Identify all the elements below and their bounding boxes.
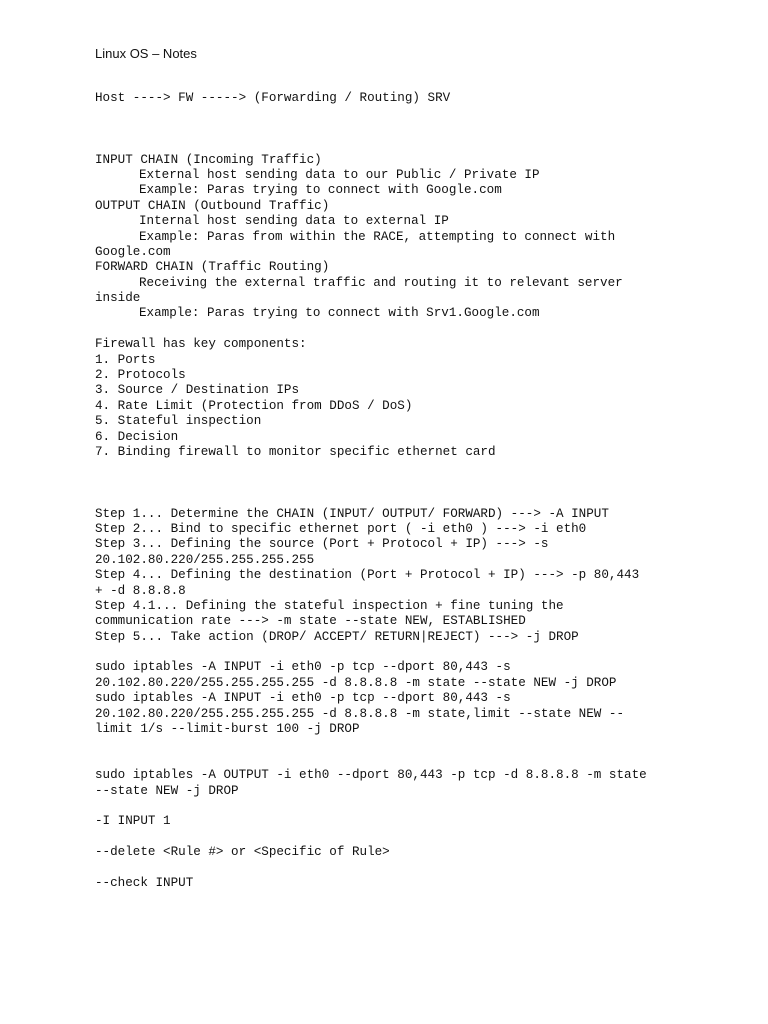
list-item: 6. Decision <box>95 429 179 444</box>
step-line: Step 4.1... Defining the stateful inspection + fine tuning the <box>95 598 564 613</box>
command-line: sudo iptables -A INPUT -i eth0 -p tcp --dport 80,443 -s <box>95 691 511 706</box>
insert-option: -I INPUT 1 <box>95 814 171 829</box>
step-line: Step 3... Defining the source (Port + Protocol + IP) ---> -s <box>95 537 549 552</box>
delete-option: --delete <Rule #> or <Specific of Rule> <box>95 845 390 860</box>
page-title: Linux OS – Notes <box>95 46 197 61</box>
command-line: 20.102.80.220/255.255.255.255 -d 8.8.8.8 -m state,limit --state NEW -- <box>95 706 625 721</box>
list-item: 7. Binding firewall to monitor specific ethernet card <box>95 444 496 459</box>
flow-line: Host ----> FW -----> (Forwarding / Routing) SRV <box>95 91 451 105</box>
list-item: 3. Source / Destination IPs <box>95 383 300 398</box>
step-line: + -d 8.8.8.8 <box>95 583 186 598</box>
step-line: Step 1... Determine the CHAIN (INPUT/ OUTPUT/ FORWARD) ---> -A INPUT <box>95 506 609 521</box>
components-heading: Firewall has key components: <box>95 337 307 352</box>
step-line: Step 5... Take action (DROP/ ACCEPT/ RETURN|REJECT) ---> -j DROP <box>95 629 579 644</box>
command-line: limit 1/s --limit-burst 100 -j DROP <box>95 722 360 737</box>
step-line: 20.102.80.220/255.255.255.255 <box>95 552 315 567</box>
forward-chain-desc-cont: inside <box>95 291 141 306</box>
input-chain-desc: External host sending data to our Public / Private IP <box>139 167 540 182</box>
check-option: --check INPUT <box>95 875 194 890</box>
input-chain-example: Example: Paras trying to connect with Google.com <box>139 183 502 198</box>
forward-chain-desc: Receiving the external traffic and routing it to relevant server <box>139 275 623 290</box>
forward-chain-example: Example: Paras trying to connect with Srv1.Google.com <box>139 306 540 321</box>
step-line: Step 4... Defining the destination (Port + Protocol + IP) ---> -p 80,443 <box>95 568 640 583</box>
step-line: communication rate ---> -m state --state NEW, ESTABLISHED <box>95 614 526 629</box>
output-chain-example: Example: Paras from within the RACE, attempting to connect with <box>139 229 616 244</box>
list-item: 1. Ports <box>95 352 156 367</box>
list-item: 5. Stateful inspection <box>95 414 262 429</box>
list-item: 2. Protocols <box>95 368 186 383</box>
forward-chain-title: FORWARD CHAIN (Traffic Routing) <box>95 260 330 275</box>
output-chain-desc: Internal host sending data to external IP <box>139 214 449 229</box>
command-line: --state NEW -j DROP <box>95 783 239 798</box>
list-item: 4. Rate Limit (Protection from DDoS / DoS) <box>95 398 413 413</box>
step-line: Step 2... Bind to specific ethernet port ( -i eth0 ) ---> -i eth0 <box>95 521 587 536</box>
command-line: sudo iptables -A INPUT -i eth0 -p tcp --dport 80,443 -s <box>95 660 511 675</box>
output-chain-example-cont: Google.com <box>95 244 171 259</box>
input-chain-title: INPUT CHAIN (Incoming Traffic) <box>95 152 322 167</box>
output-chain-title: OUTPUT CHAIN (Outbound Traffic) <box>95 198 330 213</box>
command-line: 20.102.80.220/255.255.255.255 -d 8.8.8.8 -m state --state NEW -j DROP <box>95 675 617 690</box>
command-line: sudo iptables -A OUTPUT -i eth0 --dport 80,443 -p tcp -d 8.8.8.8 -m state <box>95 768 647 783</box>
notes-body <box>95 91 695 891</box>
